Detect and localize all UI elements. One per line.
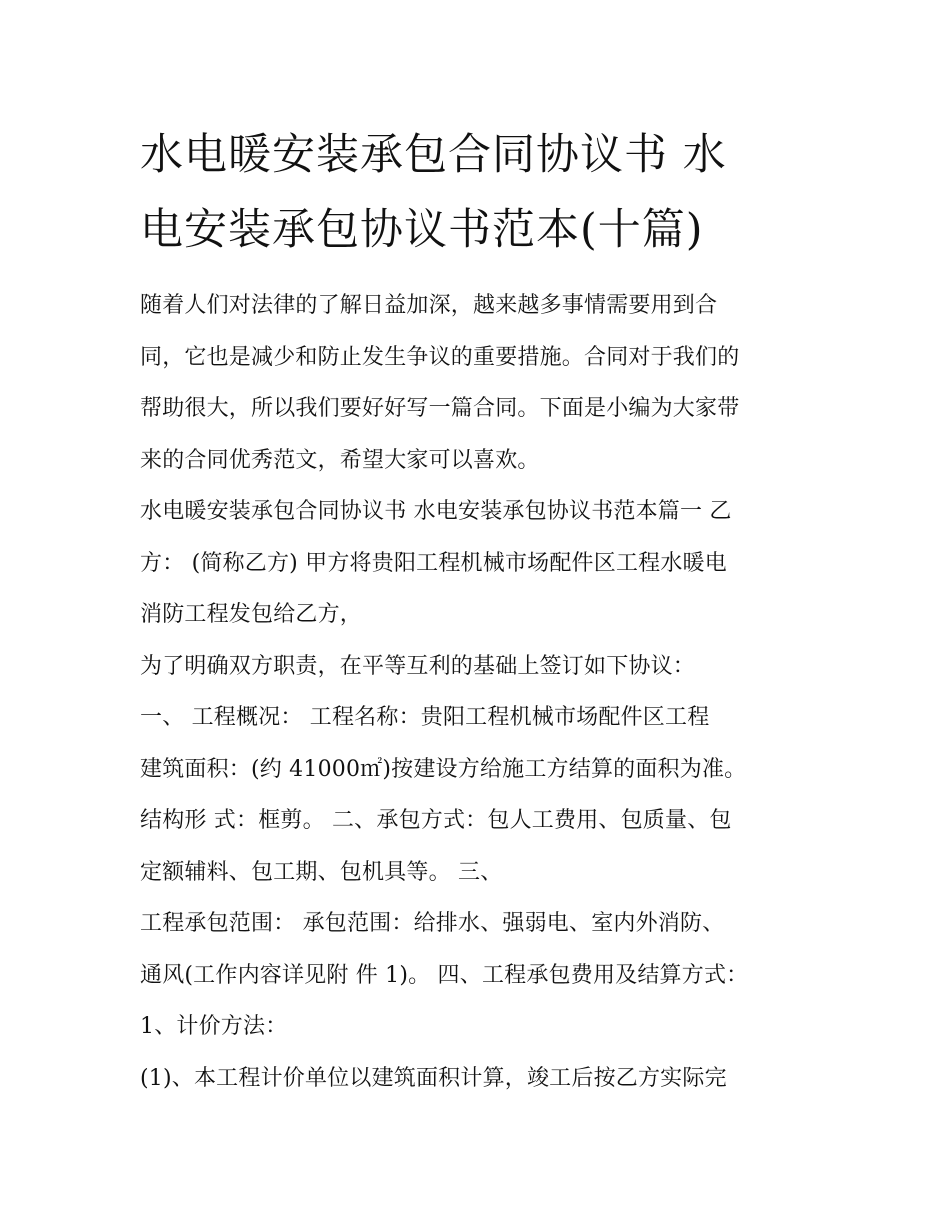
body-line: 1、计价方法： [140,1014,288,1039]
body-line: 来的合同优秀范文，希望大家可以喜欢。 [140,447,540,473]
body-line: 为了明确双方职责，在平等互利的基础上签订如下协议： [140,653,696,679]
body-line: 方： (简称乙方) 甲方将贵阳工程机械市场配件区工程水暖电 [140,550,727,576]
body-line: 结构形 式：框剪。 二、承包方式：包人工费用、包质量、包 [140,808,732,833]
body-line: 工程承包范围： 承包范围：给排水、强弱电、室内外消防、 [140,911,725,936]
body-line: 定额辅料、包工期、包机具等。 三、 [140,859,503,885]
body-line: 同，它也是减少和防止发生争议的重要措施。合同对于我们的 [140,344,740,370]
body-line: 一、 工程概况： 工程名称：贵阳工程机械市场配件区工程 [140,705,710,730]
body-line: 水电暖安装承包合同协议书 水电安装承包协议书范本篇一 乙 [140,499,732,524]
body-line: 建筑面积：(约 41000㎡)按建设方给施工方结算的面积为准。 [140,756,747,782]
body-line: (1)、本工程计价单位以建筑面积计算，竣工后按乙方实际完 [140,1065,727,1091]
document-body [140,280,830,1104]
body-line: 随着人们对法律的了解日益加深，越来越多事情需要用到合 [140,293,718,318]
title-line-1: 水电暖安装承包合同协议书 水 [140,130,727,180]
document-title [140,118,830,268]
body-line: 帮助很大，所以我们要好好写一篇合同。下面是小编为大家带 [140,396,740,421]
body-line: 通风(工作内容详见附 件 1)。 四、工程承包费用及结算方式： [140,962,749,988]
title-line-2: 电安装承包协议书范本(十篇) [140,205,704,255]
body-line: 消防工程发包给乙方， [140,602,363,627]
